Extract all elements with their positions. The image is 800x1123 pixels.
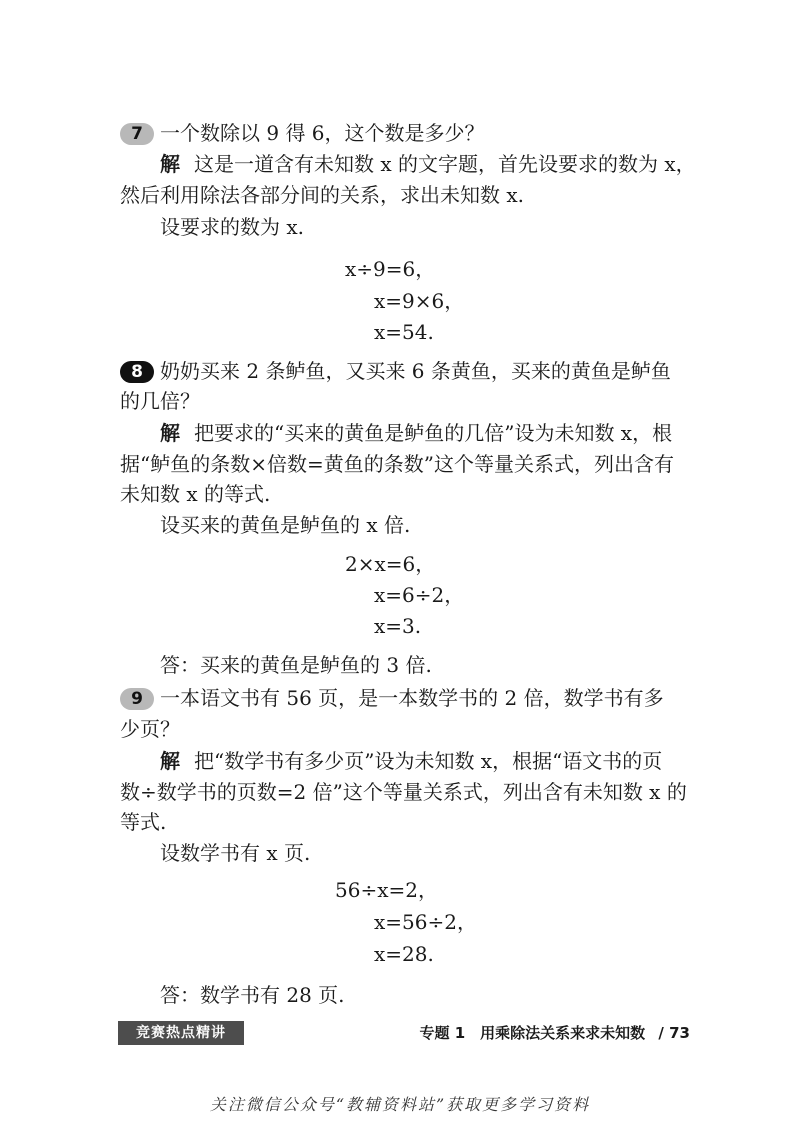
problem-9-solution-line-3: 等式. bbox=[120, 810, 167, 834]
running-footer bbox=[360, 1021, 690, 1045]
problem-8-solution-line-3: 未知数 x 的等式. bbox=[120, 482, 271, 506]
problem-8-equation-1: 2×x=6， bbox=[345, 552, 436, 576]
problem-7-solution-line-1 bbox=[160, 149, 730, 179]
problem-8-equation-3: x=3. bbox=[374, 614, 422, 638]
problem-number-badge: 8 bbox=[120, 361, 154, 383]
problem-7-setup: 设要求的数为 x. bbox=[160, 215, 304, 239]
page-number: / 73 bbox=[658, 1024, 690, 1042]
problem-8-question bbox=[120, 356, 690, 386]
problem-7-question bbox=[120, 118, 690, 148]
solution-text: 把要求的“买来的黄鱼是鲈鱼的几倍”设为未知数 x，根 bbox=[194, 421, 673, 445]
problem-7-equation-2: x=9×6， bbox=[374, 289, 465, 313]
problem-7-solution-line-2: 然后利用除法各部分间的关系，求出未知数 x. bbox=[120, 183, 524, 207]
problem-9-question-line-2: 少页？ bbox=[120, 717, 180, 741]
question-text: 一本语文书有 56 页，是一本数学书的 2 倍，数学书有多 bbox=[160, 686, 664, 710]
problem-9-question bbox=[120, 683, 690, 713]
question-text: 一个数除以 9 得 6，这个数是多少？ bbox=[160, 121, 485, 145]
solution-label: 解 bbox=[160, 152, 180, 176]
solution-label: 解 bbox=[160, 749, 180, 773]
problem-8-equation-2: x=6÷2， bbox=[374, 583, 465, 607]
chapter-title: 专题 1 用乘除法关系来求未知数 bbox=[419, 1024, 646, 1042]
problem-8-solution-line-1 bbox=[160, 418, 730, 448]
series-tag: 竞赛热点精讲 bbox=[118, 1021, 244, 1045]
watermark-text: 关注微信公众号“教辅资料站”获取更多学习资料 bbox=[209, 1095, 591, 1114]
problem-8-solution-line-2: 据“鲈鱼的条数×倍数=黄鱼的条数”这个等量关系式，列出含有 bbox=[120, 452, 674, 476]
problem-number-badge: 9 bbox=[120, 688, 154, 710]
problem-number-badge: 7 bbox=[120, 123, 154, 145]
problem-8-setup: 设买来的黄鱼是鲈鱼的 x 倍. bbox=[160, 513, 411, 537]
question-text: 奶奶买来 2 条鲈鱼，又买来 6 条黄鱼，买来的黄鱼是鲈鱼 bbox=[160, 359, 671, 383]
problem-8-question-line-2: 的几倍？ bbox=[120, 389, 200, 413]
problem-7-equation-1: x÷9=6， bbox=[345, 257, 436, 281]
problem-9-solution-line-1 bbox=[160, 746, 730, 776]
problem-9-setup: 设数学书有 x 页. bbox=[160, 841, 311, 865]
problem-9-answer: 答：数学书有 28 页. bbox=[160, 983, 345, 1007]
solution-text: 把“数学书有多少页”设为未知数 x，根据“语文书的页 bbox=[194, 749, 663, 773]
problem-9-equation-3: x=28. bbox=[374, 942, 434, 966]
problem-7-equation-3: x=54. bbox=[374, 320, 434, 344]
solution-label: 解 bbox=[160, 421, 180, 445]
problem-9-equation-2: x=56÷2， bbox=[374, 910, 477, 934]
problem-9-equation-1: 56÷x=2， bbox=[335, 878, 438, 902]
problem-9-solution-line-2: 数÷数学书的页数=2 倍”这个等量关系式，列出含有未知数 x 的 bbox=[120, 780, 687, 804]
solution-text: 这是一道含有未知数 x 的文字题，首先设要求的数为 x， bbox=[194, 152, 696, 176]
problem-8-answer: 答：买来的黄鱼是鲈鱼的 3 倍. bbox=[160, 653, 432, 677]
